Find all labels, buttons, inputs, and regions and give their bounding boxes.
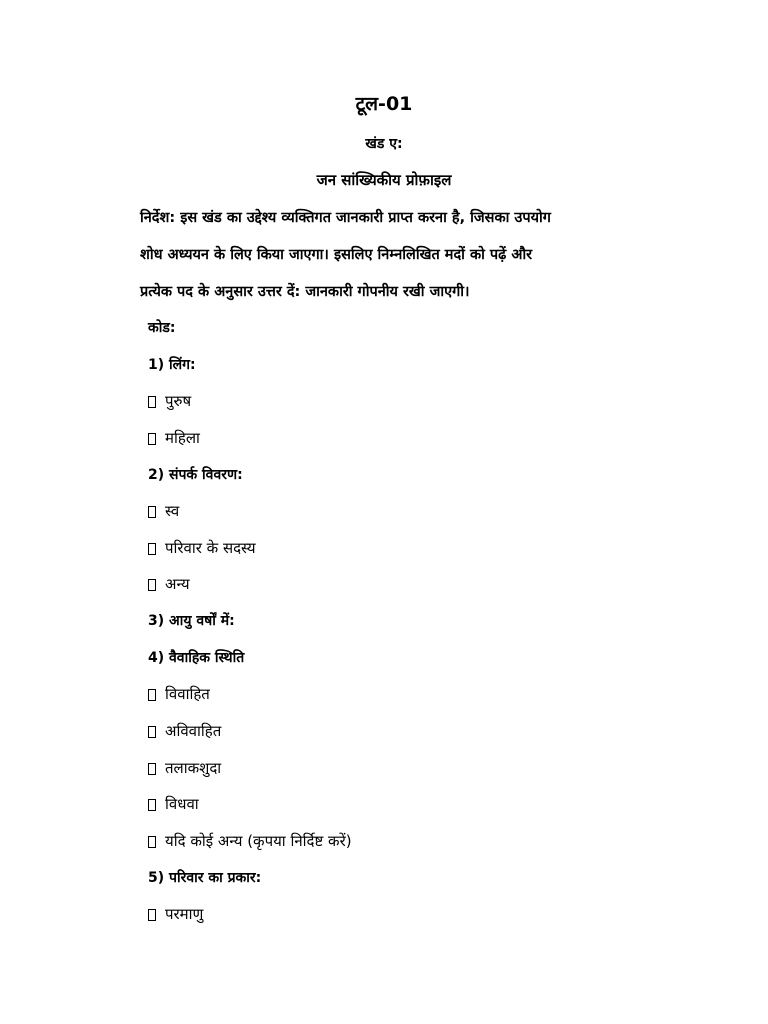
question-marital-status: 4) वैवाहिक स्थिति: [148, 650, 245, 666]
code-label: कोड:: [148, 320, 176, 336]
checkbox[interactable]: [148, 799, 156, 811]
document-title: टूल-01: [355, 93, 413, 115]
checkbox[interactable]: [148, 433, 156, 445]
section-subtitle: जन सांख्यिकीय प्रोफ़ाइल: [316, 171, 452, 189]
option-family-member[interactable]: [148, 538, 256, 558]
checkbox[interactable]: [148, 506, 156, 518]
option-label: यदि कोई अन्य (कृपया निर्दिष्ट करें): [165, 832, 352, 850]
instruction-line-2: शोध अध्ययन के लिए किया जाएगा। इसलिए निम्नलिखित मदों को पढ़ें और: [140, 247, 533, 263]
option-label: पुरुष: [165, 392, 192, 410]
checkbox[interactable]: [148, 543, 156, 555]
checkbox[interactable]: [148, 726, 156, 738]
checkbox[interactable]: [148, 836, 156, 848]
option-label: परिवार के सदस्य: [165, 539, 256, 557]
option-label: विवाहित: [165, 685, 210, 703]
option-label: परमाणु: [165, 905, 204, 923]
option-nuclear[interactable]: [148, 904, 203, 924]
option-unmarried[interactable]: [148, 721, 221, 741]
option-married[interactable]: [148, 684, 210, 704]
checkbox[interactable]: [148, 909, 156, 921]
question-family-type: 5) परिवार का प्रकार:: [148, 870, 262, 886]
question-age: 3) आयु वर्षों में:: [148, 613, 235, 629]
section-heading: खंड ए:: [365, 136, 403, 152]
question-gender: 1) लिंग:: [148, 357, 196, 373]
question-contact: 2) संपर्क विवरण:: [148, 467, 243, 483]
option-female[interactable]: [148, 428, 200, 448]
option-divorced[interactable]: [148, 758, 221, 778]
checkbox[interactable]: [148, 396, 156, 408]
instruction-line-1: निर्देश: इस खंड का उद्देश्य व्यक्तिगत जानकारी प्राप्त करना है, जिसका उपयोग: [140, 210, 551, 226]
option-label: स्व: [165, 502, 180, 520]
option-label: महिला: [165, 429, 200, 447]
option-label: अविवाहित: [165, 722, 222, 740]
option-other[interactable]: [148, 574, 190, 594]
checkbox[interactable]: [148, 579, 156, 591]
option-widow[interactable]: [148, 794, 199, 814]
option-self[interactable]: [148, 501, 179, 521]
option-label: तलाकशुदा: [165, 759, 222, 777]
option-label: विधवा: [165, 795, 199, 813]
checkbox[interactable]: [148, 689, 156, 701]
instruction-line-3: प्रत्येक पद के अनुसार उत्तर दें: जानकारी गोपनीय रखी जाएगी।: [140, 284, 470, 300]
option-male[interactable]: [148, 391, 191, 411]
checkbox[interactable]: [148, 763, 156, 775]
option-other-specify[interactable]: [148, 831, 352, 851]
option-label: अन्य: [165, 575, 190, 593]
